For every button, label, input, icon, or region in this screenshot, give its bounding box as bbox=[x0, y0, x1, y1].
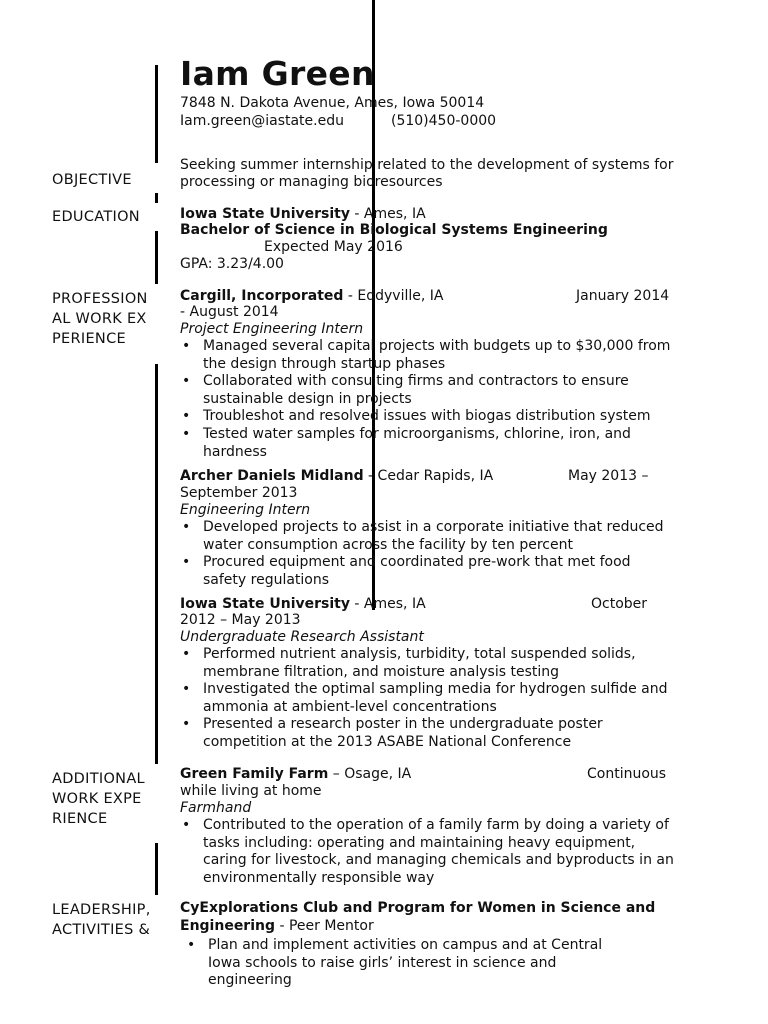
bullet-glyph: • bbox=[187, 937, 196, 953]
job-company: Green Family Farm bbox=[180, 766, 329, 782]
job-date: Continuous bbox=[587, 766, 667, 782]
job-date-cont: while living at home bbox=[180, 783, 322, 799]
education-school bbox=[180, 206, 426, 223]
job-title: Farmhand bbox=[180, 800, 252, 816]
section-label-objective: OBJECTIVE bbox=[52, 172, 132, 188]
bullet-glyph: • bbox=[182, 716, 191, 732]
job-company: Iowa State University bbox=[180, 596, 350, 612]
email: Iam.green@iastate.edu bbox=[180, 113, 344, 129]
job-date: January 2014 bbox=[576, 288, 670, 304]
job-date: October bbox=[591, 596, 648, 612]
school-name: Iowa State University bbox=[180, 206, 350, 222]
divider-bar bbox=[155, 65, 158, 163]
bullet-glyph: • bbox=[182, 338, 191, 354]
section-label-professional: PROFESSIONAL WORK EXPERIENCE bbox=[52, 291, 148, 347]
job-heading bbox=[180, 288, 443, 305]
bullet-glyph: • bbox=[182, 817, 191, 833]
job-date-cont: September 2013 bbox=[180, 485, 298, 501]
school-location: - Ames, IA bbox=[349, 206, 426, 222]
section-label-leadership: LEADERSHIP, ACTIVITIES & bbox=[52, 902, 151, 938]
job-date-cont: 2012 – May 2013 bbox=[180, 612, 301, 628]
divider-bar bbox=[155, 364, 158, 764]
leadership-org: CyExplorations Club and Program for Women in Science and Engineering bbox=[180, 900, 656, 934]
job-heading bbox=[180, 766, 411, 783]
education-expected: Expected May 2016 bbox=[264, 239, 403, 255]
job-location: - Ames, IA bbox=[349, 596, 426, 612]
education-degree: Bachelor of Science in Biological Systems Engineering bbox=[180, 222, 608, 238]
resume-name: Iam Green bbox=[180, 54, 375, 93]
leadership-role: - Peer Mentor bbox=[275, 917, 374, 934]
bullet-glyph: • bbox=[182, 408, 191, 424]
job-location: - Eddyville, IA bbox=[343, 288, 444, 304]
section-label-additional: ADDITIONAL WORK EXPERIENCE bbox=[52, 771, 145, 827]
job-company: Archer Daniels Midland bbox=[180, 468, 364, 484]
bullet-glyph: • bbox=[182, 426, 191, 442]
job-date: May 2013 – bbox=[568, 468, 649, 484]
job-heading bbox=[180, 596, 426, 613]
objective-text-2: processing or managing bioresources bbox=[180, 174, 443, 190]
job-title: Engineering Intern bbox=[180, 502, 311, 518]
divider-bar bbox=[155, 843, 158, 895]
divider-bar bbox=[155, 193, 158, 203]
objective-text-1: Seeking summer internship related to the development of systems for bbox=[180, 157, 674, 173]
job-location: – Osage, IA bbox=[328, 766, 412, 782]
bullet-glyph: • bbox=[182, 554, 191, 570]
bullet-glyph: • bbox=[182, 646, 191, 662]
bullet-glyph: • bbox=[182, 519, 191, 535]
bullet-glyph: • bbox=[182, 681, 191, 697]
leadership-heading bbox=[180, 900, 660, 935]
job-date-cont: - August 2014 bbox=[180, 304, 279, 320]
job-heading bbox=[180, 468, 493, 485]
phone: (510)450-0000 bbox=[391, 113, 497, 129]
divider-bar bbox=[155, 231, 158, 284]
bullet-glyph: • bbox=[182, 373, 191, 389]
section-label-education: EDUCATION bbox=[52, 209, 140, 225]
job-title: Project Engineering Intern bbox=[180, 321, 364, 337]
address: 7848 N. Dakota Avenue, Ames, Iowa 50014 bbox=[180, 95, 485, 111]
job-location: - Cedar Rapids, IA bbox=[363, 468, 494, 484]
job-title: Undergraduate Research Assistant bbox=[180, 629, 424, 645]
education-gpa: GPA: 3.23/4.00 bbox=[180, 256, 284, 272]
job-company: Cargill, Incorporated bbox=[180, 288, 344, 304]
